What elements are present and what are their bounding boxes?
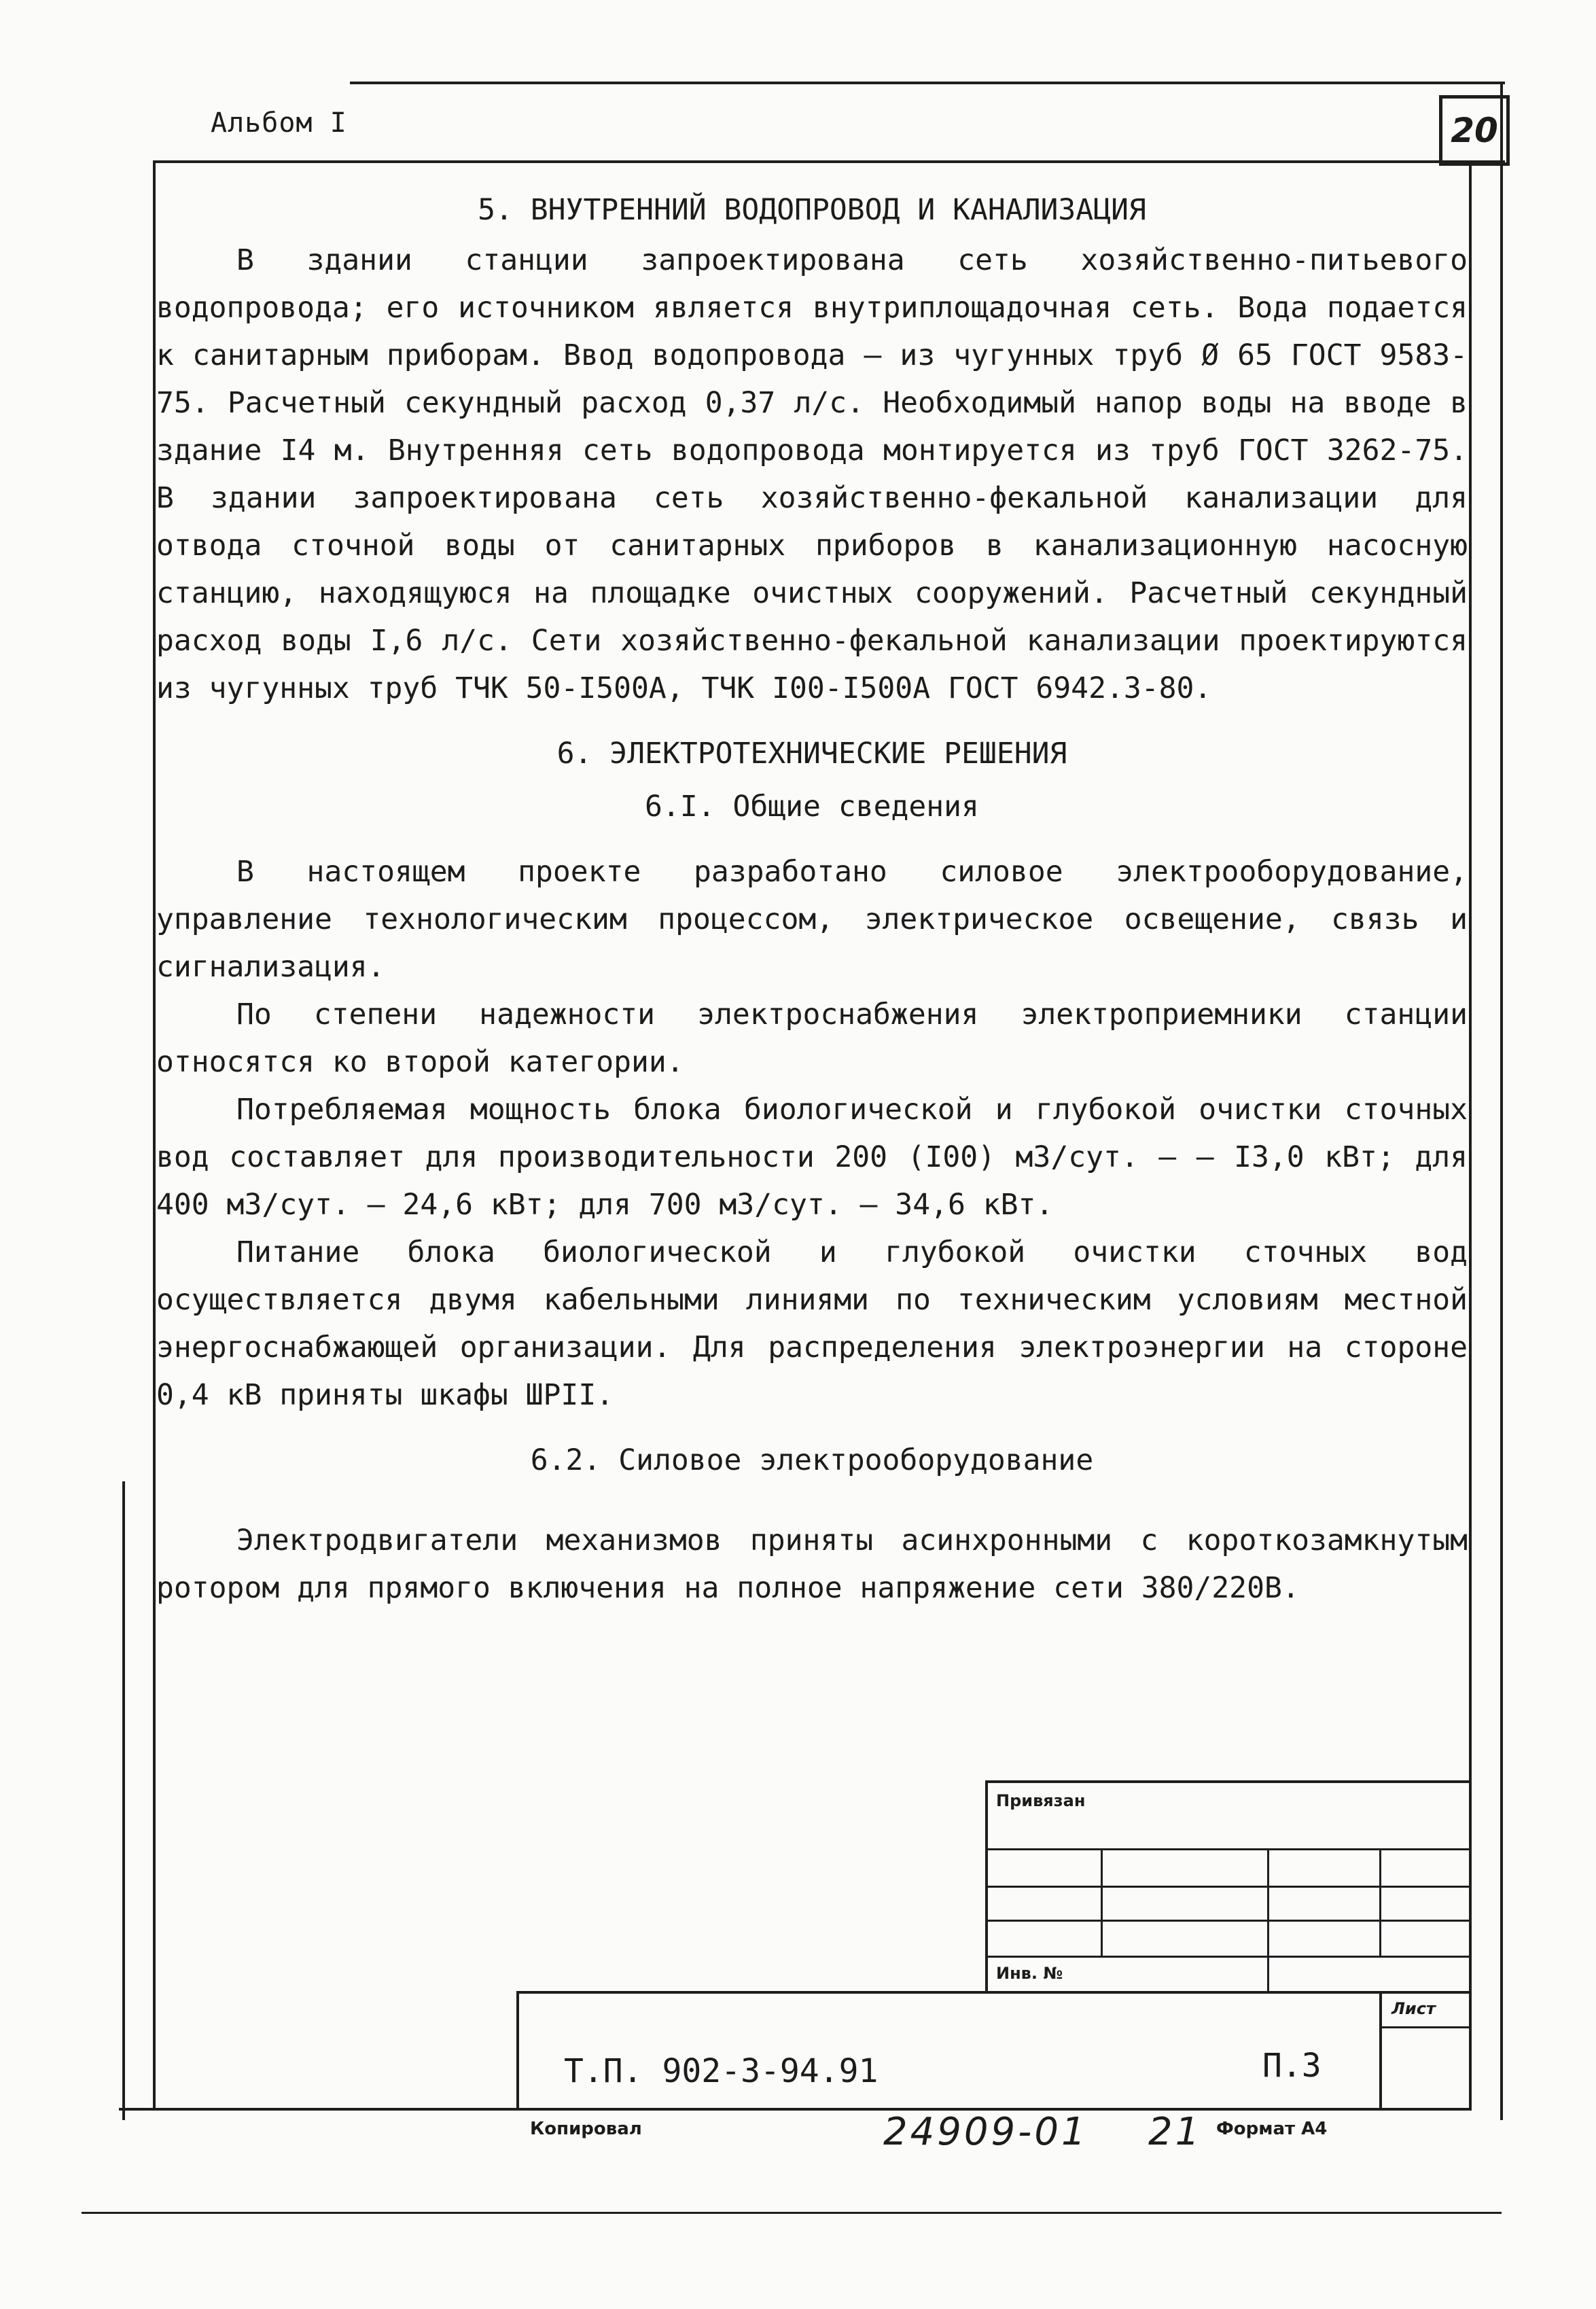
section-5-heading: 5. ВНУТРЕННИЙ ВОДОПРОВОД И КАНАЛИЗАЦИЯ	[478, 193, 1146, 227]
section-6-heading: 6. ЭЛЕКТРОТЕХНИЧЕСКИЕ РЕШЕНИЯ	[556, 737, 1067, 771]
album-label: Альбом I	[211, 107, 347, 139]
copied-by-label: Копировал	[530, 2119, 642, 2139]
right-outer-line	[1500, 82, 1503, 2120]
attachment-table	[985, 1780, 1471, 1991]
sheet-number: 20	[1439, 95, 1510, 166]
sheet-label: Лист	[1391, 1999, 1436, 2018]
title-block	[516, 1991, 1471, 2110]
paragraph-6-1-d: Питание блока биологической и глубокой очистки сточных вод осуществляется двумя кабельными линиями по техническим условиям местной энергоснабжающей организации. Для распределения электроэнергии на стороне 0,4 кВ приняты шкафы ШРII.	[156, 1235, 1468, 1412]
paragraph-6-2: Электродвигатели механизмов приняты асинхронными с короткозамкнутым ротором для прямого включения на полное напряжение сети 380/220В.	[156, 1523, 1468, 1605]
section-5-paragraph: В здании станции запроектирована сеть хозяйственно-питьевого водопровода; его источником является внутриплощадочная сеть. Вода подается к санитарным приборам. Ввод водопровода – из чугунных труб Ø 65 ГОСТ 9583-75. Расчетный секундный расход 0,37 л/с. Необходимый напор воды на вводе в здание I4 м. Внутренняя сеть водопровода монтируется из труб ГОСТ 3262-75. В здании запроектирована сеть хозяйственно-фекальной канализации для отвода сточной воды от санитарных приборов в канализационную насосную станцию, находящуюся на площадке очистных сооружений. Расчетный секундный расход воды I,6 л/с. Сети хозяйственно-фекальной канализации проектируются из чугунных труб ТЧК 50-I500А, ТЧК I00-I500А ГОСТ 6942.3-80.	[156, 243, 1468, 705]
attached-label: Привязан	[996, 1791, 1086, 1810]
subsection-6-1-heading: 6.I. Общие сведения	[645, 790, 979, 824]
left-outer-line	[122, 1481, 125, 2120]
paragraph-6-1-c: Потребляемая мощность блока биологической и глубокой очистки сточных вод составляет для производительности 200 (I00) м3/сут. – – I3,0 кВт; для 400 м3/сут. – 24,6 кВт; для 700 м3/сут. – 34,6 кВт.	[156, 1093, 1468, 1222]
header-frame-line	[153, 160, 1505, 163]
page-bottom-line	[82, 2212, 1502, 2214]
top-frame-line	[350, 82, 1505, 84]
left-frame-line	[153, 160, 156, 2111]
document-part: П.3	[1262, 2047, 1322, 2085]
inventory-number-label: Инв. №	[996, 1964, 1063, 1983]
format-label: Формат А4	[1216, 2119, 1328, 2139]
document-body	[156, 183, 1468, 1612]
document-code: Т.П. 902-3-94.91	[564, 2052, 879, 2090]
paragraph-6-1-a: В настоящем проекте разработано силовое электрооборудование, управление технологическим процессом, электрическое освещение, связь и сигнализация.	[156, 855, 1468, 984]
subsection-6-2-heading: 6.2. Силовое электрооборудование	[530, 1443, 1094, 1477]
handwritten-number: 24909-01	[883, 2110, 1088, 2154]
handwritten-page: 21	[1148, 2110, 1203, 2154]
paragraph-6-1-b: По степени надежности электроснабжения электроприемники станции относятся ко второй категории.	[156, 998, 1468, 1079]
